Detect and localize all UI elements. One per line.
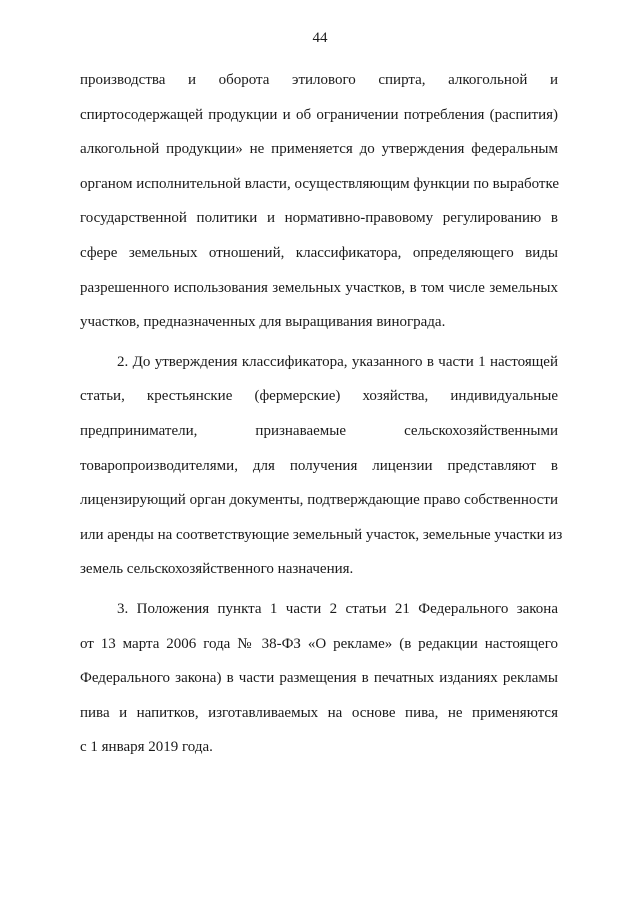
paragraph-item-3 xyxy=(80,592,558,765)
text-line: предприниматели, признаваемые сельскохозяйственными xyxy=(80,422,558,439)
text-line: Федерального закона) в части размещения в печатных изданиях рекламы xyxy=(80,670,558,687)
text-line: 2. До утверждения классификатора, указанного в части 1 настоящей xyxy=(117,353,558,370)
text-line: от 13 марта 2006 года № 38-ФЗ «О рекламе» (в редакции настоящего xyxy=(80,635,558,652)
paragraph-continuation xyxy=(80,63,558,340)
text-line: спиртосодержащей продукции и об ограничении потребления (распития) xyxy=(80,106,558,123)
text-line: алкогольной продукции» не применяется до утверждения федеральным xyxy=(80,141,558,158)
text-line: земель сельскохозяйственного назначения. xyxy=(80,561,354,578)
text-line: органом исполнительной власти, осуществляющим функции по выработке xyxy=(80,175,560,192)
text-line: лицензирующий орган документы, подтверждающие право собственности xyxy=(80,492,558,509)
page-number: 44 xyxy=(312,30,328,46)
text-line: статьи, крестьянские (фермерские) хозяйства, индивидуальные xyxy=(80,388,558,405)
text-line: производства и оборота этилового спирта, алкогольной и xyxy=(80,72,558,88)
text-line: товаропроизводителями, для получения лицензии представляют в xyxy=(80,457,558,474)
text-line: 3. Положения пункта 1 части 2 статьи 21 Федерального закона xyxy=(117,600,558,617)
text-line: с 1 января 2019 года. xyxy=(80,739,213,756)
text-line: участков, предназначенных для выращивания винограда. xyxy=(80,314,446,331)
text-line: или аренды на соответствующие земельный участок, земельные участки из xyxy=(80,526,563,543)
text-line: пива и напитков, изготавливаемых на основе пива, не применяются xyxy=(80,704,558,721)
document-body xyxy=(80,63,563,765)
text-line: государственной политики и нормативно-правовому регулированию в xyxy=(80,210,558,227)
text-line: сфере земельных отношений, классификатора, определяющего виды xyxy=(80,244,558,261)
text-line: разрешенного использования земельных участков, в том числе земельных xyxy=(80,279,558,296)
paragraph-item-2 xyxy=(80,345,563,587)
